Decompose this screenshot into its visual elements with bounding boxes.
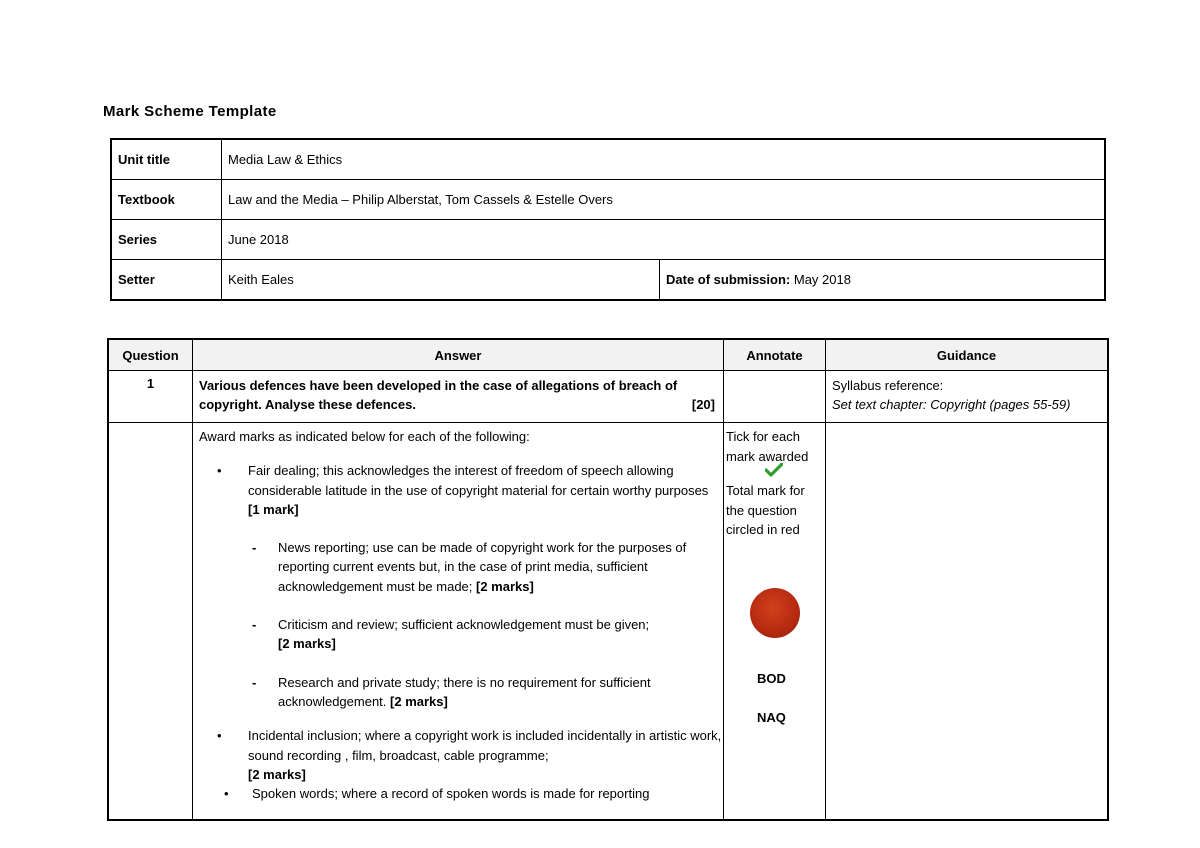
unit-info-table xyxy=(110,138,1106,301)
header-answer: Answer xyxy=(193,339,724,371)
news-reporting-marks: [2 marks] xyxy=(476,578,534,594)
unit-title-label: Unit title xyxy=(111,139,222,180)
answer-intro: Award marks as indicated below for each of the following: xyxy=(199,429,530,444)
bullet-icon: • xyxy=(217,728,222,744)
question-annotate-cell xyxy=(724,371,826,423)
answer-body-row xyxy=(108,423,1108,821)
textbook-value: Law and the Media – Philip Alberstat, Tom Cassels & Estelle Overs xyxy=(222,180,1106,220)
syllabus-reference: Syllabus reference: xyxy=(832,378,944,393)
empty-question-cell xyxy=(108,423,193,821)
list-item-news-reporting: - News reporting; use can be made of copyright work for the purposes of reporting current events but, in the case of print media, sufficient acknowledgement must be made; [2 marks] xyxy=(252,540,687,594)
incidental-marks: [2 marks] xyxy=(248,766,306,782)
table-header-row xyxy=(108,339,1108,371)
date-of-submission-cell xyxy=(660,260,1106,301)
list-item-fair-dealing: • Fair dealing; this acknowledges the interest of freedom of speech allowing considerable latitude in the use of copyright material for certain worthy purposes [1 mark] xyxy=(217,463,709,517)
date-of-submission-value: May 2018 xyxy=(793,272,851,287)
textbook-label: Textbook xyxy=(111,180,222,220)
setter-label: Setter xyxy=(111,260,222,301)
tick-instruction: Tick for each mark awarded xyxy=(726,429,809,464)
bod-label: BOD xyxy=(757,671,786,686)
red-circle-icon xyxy=(750,588,800,638)
question-number: 1 xyxy=(108,371,193,423)
setter-row xyxy=(111,260,1105,301)
unit-title-value: Media Law & Ethics xyxy=(222,139,1106,180)
question-1-row xyxy=(108,371,1108,423)
header-annotate: Annotate xyxy=(724,339,826,371)
series-value: June 2018 xyxy=(222,220,1106,260)
set-text-chapter: Set text chapter: Copyright (pages 55-59) xyxy=(832,397,1071,412)
list-item-research: - Research and private study; there is no requirement for sufficient acknowledgement. [2 marks] xyxy=(252,674,651,709)
textbook-row xyxy=(111,180,1105,220)
question-text-cell xyxy=(193,371,724,423)
list-item-incidental: • Incidental inclusion; where a copyright work is included incidentally in artistic work, sound recording , film, broadcast, cable programme; [2 marks] xyxy=(217,728,722,782)
naq-label: NAQ xyxy=(757,710,786,725)
series-row xyxy=(111,220,1105,260)
annotate-cell xyxy=(724,423,826,821)
total-mark-instruction: Total mark for the question circled in red xyxy=(726,483,805,537)
question-text: Various defences have been developed in the case of allegations of breach of copyright. Analyse these defences. xyxy=(199,378,678,412)
header-question: Question xyxy=(108,339,193,371)
guidance-cell xyxy=(826,371,1109,423)
dash-icon: - xyxy=(252,674,257,690)
setter-value: Keith Eales xyxy=(222,260,660,301)
date-of-submission-label: Date of submission: xyxy=(666,272,791,287)
criticism-marks: [2 marks] xyxy=(278,636,336,652)
list-item-spoken-words: • Spoken words; where a record of spoken words is made for reporting xyxy=(199,784,723,803)
question-table xyxy=(107,338,1109,821)
header-guidance: Guidance xyxy=(826,339,1109,371)
dash-icon: - xyxy=(252,617,257,633)
bullet-icon: • xyxy=(217,463,222,479)
list-item-criticism: - Criticism and review; sufficient acknowledgement must be given; [2 marks] xyxy=(252,617,650,652)
question-marks: [20] xyxy=(691,397,715,412)
empty-guidance-cell xyxy=(826,423,1109,821)
document-title: Mark Scheme Template xyxy=(103,103,277,120)
fair-dealing-marks: [1 mark] xyxy=(248,501,299,517)
tick-icon xyxy=(765,463,783,477)
bullet-icon: • xyxy=(224,786,229,802)
unit-title-row xyxy=(111,139,1105,180)
series-label: Series xyxy=(111,220,222,260)
answer-cell xyxy=(193,423,724,821)
research-marks: [2 marks] xyxy=(390,693,448,709)
dash-icon: - xyxy=(252,540,257,556)
